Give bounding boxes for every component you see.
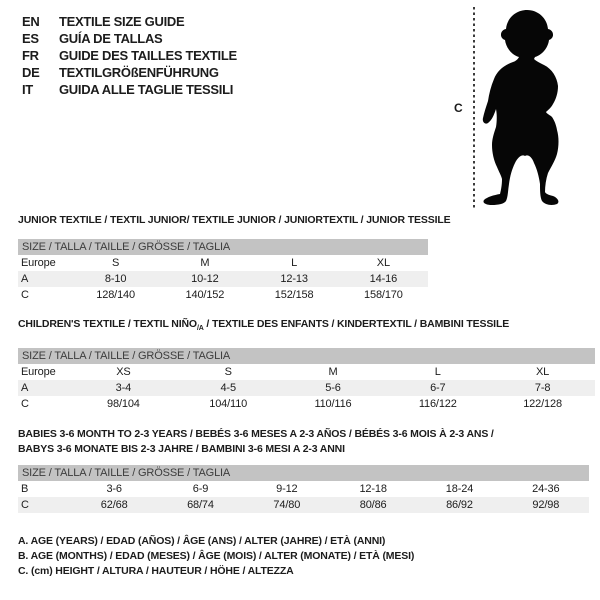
cell: 104/110 — [209, 398, 248, 410]
cell: 12-13 — [280, 273, 308, 285]
cell: 80/86 — [359, 499, 387, 511]
language-title-list — [22, 13, 237, 98]
row-label: C — [21, 398, 29, 410]
guide-title-de: TEXTILGRÖßENFÜHRUNG — [59, 65, 219, 80]
cell: 5-6 — [325, 382, 341, 394]
cell: 24-36 — [532, 483, 560, 495]
cell: 152/158 — [274, 289, 314, 301]
cell: 6-9 — [192, 483, 209, 495]
table-row — [18, 497, 589, 513]
title-text: CHILDREN'S TEXTILE / TEXTIL NIÑO — [18, 318, 197, 330]
section-title-children — [18, 317, 509, 336]
cell: 62/68 — [100, 499, 128, 511]
footnote-age-months: B. AGE (MONTHS) / EDAD (MESES) / ÂGE (MOIS) / ALTER (MONATE) / ETÀ (MESI) — [18, 550, 415, 562]
cell: XS — [116, 366, 131, 378]
cell: 6-7 — [430, 382, 446, 394]
footnote-age-years: A. AGE (YEARS) / EDAD (AÑOS) / ÂGE (ANS) / ALTER (JAHRE) / ETÀ (ANNI) — [18, 535, 386, 547]
cell: 122/128 — [523, 398, 562, 410]
babies-size-table — [18, 465, 589, 513]
language-code: IT — [22, 82, 33, 97]
cell: M — [328, 366, 338, 378]
cell: 158/170 — [364, 289, 403, 301]
height-measure-label: C — [454, 101, 463, 115]
language-code: FR — [22, 48, 39, 63]
title-line-1: BABIES 3-6 MONTH TO 2-3 YEARS / BEBÉS 3-6 MESES A 2-3 AÑOS / BÉBÉS 3-6 MOIS À 2-3 ANS / — [18, 428, 494, 440]
guide-title-fr: GUIDE DES TAILLES TEXTILE — [59, 48, 237, 63]
cell: 4-5 — [220, 382, 236, 394]
junior-size-table — [18, 239, 428, 303]
section-title-junior: JUNIOR TEXTILE / TEXTIL JUNIOR/ TEXTILE JUNIOR / JUNIORTEXTIL / JUNIOR TESSILE — [18, 214, 451, 226]
cell: 110/116 — [314, 398, 352, 410]
table-row — [18, 396, 595, 412]
table-row — [18, 380, 595, 396]
row-label: Europe — [21, 366, 56, 378]
table-row — [18, 271, 428, 287]
table-row — [18, 364, 595, 380]
language-code: DE — [22, 65, 40, 80]
children-size-table — [18, 348, 595, 412]
language-code: EN — [22, 14, 40, 29]
cell: 10-12 — [191, 273, 219, 285]
table-header-size: SIZE / TALLA / TAILLE / GRÖSSE / TAGLIA — [18, 465, 589, 481]
section-title-babies — [18, 427, 494, 457]
table-row — [18, 287, 428, 303]
title-text: / TEXTILE DES ENFANTS / KINDERTEXTIL / BAMBINI TESSILE — [203, 318, 510, 330]
cell: XL — [376, 257, 390, 269]
height-measure-dashed-line — [473, 7, 475, 210]
cell: 68/74 — [187, 499, 214, 511]
cell: 86/92 — [446, 499, 473, 511]
legend-footnotes — [18, 534, 414, 579]
cell: M — [200, 257, 210, 269]
cell: 12-18 — [359, 483, 387, 495]
cell: 3-4 — [115, 382, 132, 394]
language-row-en — [22, 13, 237, 30]
table-header-size: SIZE / TALLA / TAILLE / GRÖSSE / TAGLIA — [18, 348, 595, 364]
cell: XL — [536, 366, 550, 378]
title-line-2: BABYS 3-6 MONATE BIS 2-3 JAHRE / BAMBINI 3-6 MESI A 2-3 ANNI — [18, 443, 345, 455]
cell: S — [112, 257, 120, 269]
row-label: A — [21, 273, 29, 285]
cell: 74/80 — [273, 499, 301, 511]
table-header-size: SIZE / TALLA / TAILLE / GRÖSSE / TAGLIA — [18, 239, 428, 255]
language-row-fr — [22, 47, 237, 64]
cell: 92/98 — [532, 499, 560, 511]
cell: 3-6 — [106, 483, 122, 495]
cell: 7-8 — [534, 382, 551, 394]
cell: 128/140 — [96, 289, 135, 301]
cell: 14-16 — [369, 273, 398, 285]
cell: 8-10 — [104, 273, 127, 285]
cell: 18-24 — [445, 483, 474, 495]
row-label: C — [21, 499, 29, 511]
cell: 98/104 — [107, 398, 140, 410]
cell: 9-12 — [276, 483, 298, 495]
table-row — [18, 481, 589, 497]
cell: 116/122 — [418, 398, 457, 410]
cell: L — [434, 366, 441, 378]
cell: S — [224, 366, 232, 378]
row-label: A — [21, 382, 29, 394]
table-row — [18, 255, 428, 271]
language-row-es — [22, 30, 237, 47]
language-row-de — [22, 64, 237, 81]
cell: L — [291, 257, 298, 269]
row-label: B — [21, 483, 29, 495]
title-subscript: /A — [196, 325, 204, 333]
baby-silhouette-icon — [479, 9, 569, 207]
guide-title-it: GUIDA ALLE TAGLIE TESSILI — [59, 82, 234, 97]
row-label: Europe — [21, 257, 56, 269]
language-code: ES — [22, 31, 39, 46]
guide-title-es: GUÍA DE TALLAS — [59, 31, 163, 46]
footnote-height-cm: C. (cm) HEIGHT / ALTURA / HAUTEUR / HÖHE / ALTEZZA — [18, 565, 294, 577]
guide-title-en: TEXTILE SIZE GUIDE — [59, 14, 185, 29]
row-label: C — [21, 289, 29, 301]
cell: 140/152 — [185, 289, 225, 301]
language-row-it — [22, 81, 237, 98]
